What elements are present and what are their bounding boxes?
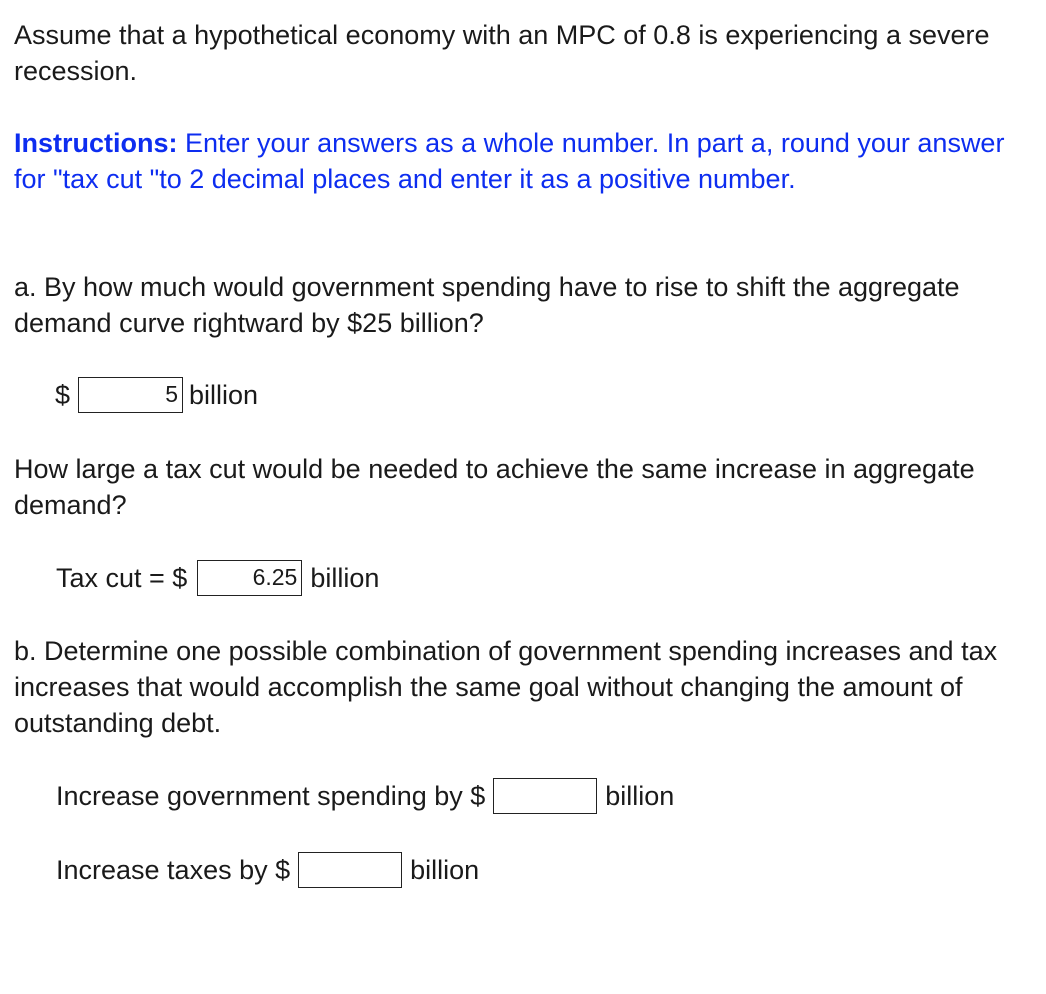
gov-spending-answer-row bbox=[56, 778, 674, 814]
unit-label: billion bbox=[605, 781, 675, 811]
unit-label: billion bbox=[189, 380, 259, 410]
currency-symbol: $ bbox=[55, 380, 71, 410]
unit-label: billion bbox=[410, 855, 480, 885]
intro-text: Assume that a hypothetical economy with an MPC of 0.8 is experiencing a severe recession. bbox=[14, 20, 990, 86]
taxes-label: Increase taxes by $ bbox=[56, 855, 291, 885]
gov-spending-input[interactable] bbox=[493, 778, 597, 814]
instructions-lead: Instructions: bbox=[14, 128, 178, 158]
tax-cut-label: Tax cut = $ bbox=[56, 563, 188, 593]
gov-spending-label: Increase government spending by $ bbox=[56, 781, 486, 811]
part-a-answer-row bbox=[55, 377, 258, 413]
spending-increase-input[interactable]: 5 bbox=[78, 377, 183, 413]
taxes-input[interactable] bbox=[298, 852, 402, 888]
unit-label: billion bbox=[310, 563, 380, 593]
instructions-text: Enter your answers as a whole number. In part a, round your answer for "tax cut "to 2 decimal places and enter it as a positive number. bbox=[14, 128, 1005, 194]
part-a-question: a. By how much would government spending have to rise to shift the aggregate demand curve rightward by $25 billion? bbox=[14, 272, 960, 338]
tax-cut-answer-row bbox=[56, 560, 379, 596]
instructions bbox=[14, 125, 1014, 197]
tax-cut-input[interactable]: 6.25 bbox=[197, 560, 302, 596]
part-b-question: b. Determine one possible combination of government spending increases and tax increases that would accomplish the same goal without changing the amount of outstanding debt. bbox=[14, 636, 998, 738]
tax-cut-question: How large a tax cut would be needed to achieve the same increase in aggregate demand? bbox=[14, 454, 975, 520]
taxes-answer-row bbox=[56, 852, 479, 888]
